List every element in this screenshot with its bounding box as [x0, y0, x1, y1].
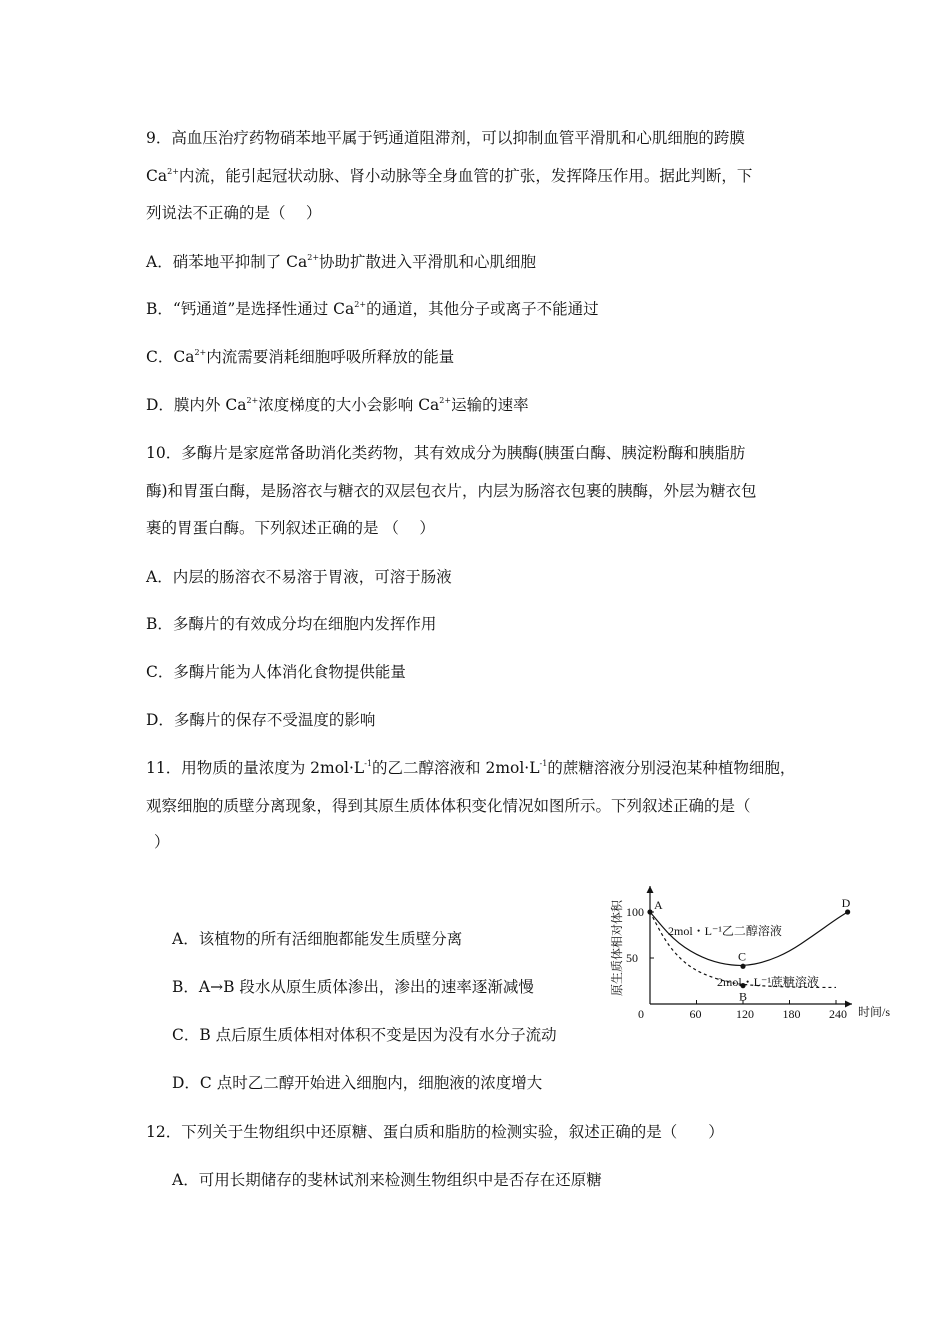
y-tick-label: 50 — [626, 951, 638, 965]
point-label-d: D — [841, 896, 851, 910]
chart-series-label-2: 2mol・L⁻¹蔗糖溶液 — [717, 975, 819, 989]
q9-d-mid: 浓度梯度的大小会影响 Ca — [258, 396, 440, 414]
q9-d-sup2: 2+ — [439, 396, 452, 405]
point-label-b: B — [739, 989, 748, 1004]
q11-l1-b: 的乙二醇溶液和 2mol·L — [372, 759, 540, 777]
q11-chart — [600, 872, 910, 1032]
point-c — [740, 964, 745, 969]
chart-origin-label: 0 — [638, 1007, 644, 1021]
q9-d-sup: 2+ — [246, 396, 259, 405]
q9-stem-line1: 9．高血压治疗药物硝苯地平属于钙通道阻滞剂，可以抑制血管平滑肌和心肌细胞的跨膜 — [146, 129, 745, 147]
q9-a-sup: 2+ — [307, 253, 320, 262]
q10-option-b: B．多酶片的有效成分均在细胞内发挥作用 — [146, 615, 437, 633]
q11-option-a: A．该植物的所有活细胞都能发生质壁分离 — [172, 930, 463, 948]
q9-stem-line3: 列说法不正确的是（ ） — [146, 204, 322, 222]
q9-d-post: 运输的速率 — [451, 396, 529, 414]
q10-option-d: D．多酶片的保存不受温度的影响 — [146, 711, 376, 729]
q9-option-d — [146, 395, 529, 415]
point-d — [845, 909, 850, 914]
x-tick-label: 180 — [782, 1007, 801, 1021]
q11-l1-sup2: -1 — [539, 759, 548, 768]
q9-b-post: 的通道，其他分子或离子不能通过 — [366, 300, 599, 318]
q10-option-a: A．内层的肠溶衣不易溶于胃液，可溶于肠液 — [146, 568, 452, 586]
chart-series-label-1: 2mol・L⁻¹乙二醇溶液 — [668, 924, 782, 938]
q9-stem-line2 — [146, 166, 752, 186]
q9-c-pre: C．Ca — [146, 348, 195, 366]
q11-option-c: C．B 点后原生质体相对体积不变是因为没有水分子流动 — [172, 1026, 557, 1044]
q9-line2-post: 内流，能引起冠状动脉、肾小动脉等全身血管的扩张，发挥降压作用。据此判断，下 — [178, 167, 753, 185]
q9-b-pre: B．“钙通道”是选择性通过 Ca — [146, 300, 355, 318]
q9-line2-sup: 2+ — [167, 167, 179, 176]
q9-d-pre: D．膜内外 Ca — [146, 396, 247, 414]
q11-stem-line2: 观察细胞的质壁分离现象，得到其原生质体体积变化情况如图所示。下列叙述正确的是（ — [146, 797, 751, 815]
q11-l1-c: 的蔗糖溶液分别浸泡某种植物细胞， — [547, 759, 796, 777]
q11-option-d: D．C 点时乙二醇开始进入细胞内，细胞液的浓度增大 — [172, 1074, 543, 1092]
x-tick-label: 60 — [689, 1007, 702, 1021]
q12-stem-line1: 12．下列关于生物组织中还原糖、蛋白质和脂肪的检测实验，叙述正确的是（ ） — [146, 1123, 724, 1141]
q9-c-sup: 2+ — [194, 348, 207, 357]
chart-x-label: 时间/s — [858, 1005, 891, 1019]
x-tick-label: 120 — [736, 1007, 754, 1021]
q11-stem-line1 — [146, 758, 795, 778]
q9-line2-pre: Ca — [146, 167, 168, 185]
point-label-c: C — [738, 949, 747, 964]
q9-option-b — [146, 299, 599, 319]
q9-a-pre: A．硝苯地平抑制了 Ca — [146, 253, 308, 271]
chart-y-label: 原生质体相对体积 — [610, 899, 624, 996]
q11-l1-sup1: -1 — [364, 759, 373, 768]
point-a — [647, 909, 652, 914]
q10-option-c: C．多酶片能为人体消化食物提供能量 — [146, 663, 406, 681]
q11-stem-line3: ） — [154, 833, 170, 851]
q10-stem-line1: 10．多酶片是家庭常备助消化类药物，其有效成分为胰酶(胰蛋白酶、胰淀粉酶和胰脂肪 — [146, 444, 746, 462]
q10-stem-line3: 裹的胃蛋白酶。下列叙述正确的是 （ ） — [146, 519, 435, 537]
x-tick-label: 240 — [829, 1007, 847, 1021]
q10-stem-line2: 酶)和胃蛋白酶，是肠溶衣与糖衣的双层包衣片，内层为肠溶衣包裹的胰酶，外层为糖衣包 — [146, 482, 757, 500]
q9-b-sup: 2+ — [354, 300, 367, 309]
q9-a-post: 协助扩散进入平滑肌和心肌细胞 — [319, 253, 537, 271]
y-tick-label: 100 — [626, 905, 644, 919]
q9-option-a — [146, 252, 536, 272]
q11-l1-a: 11．用物质的量浓度为 2mol·L — [146, 759, 365, 777]
q9-option-c — [146, 347, 454, 367]
point-label-a: A — [654, 898, 663, 912]
q11-option-b: B．A→B 段水从原生质体渗出，渗出的速率逐渐减慢 — [172, 978, 534, 996]
q12-option-a: A．可用长期储存的斐林试剂来检测生物组织中是否存在还原糖 — [172, 1171, 602, 1189]
q9-c-post: 内流需要消耗细胞呼吸所释放的能量 — [206, 348, 455, 366]
